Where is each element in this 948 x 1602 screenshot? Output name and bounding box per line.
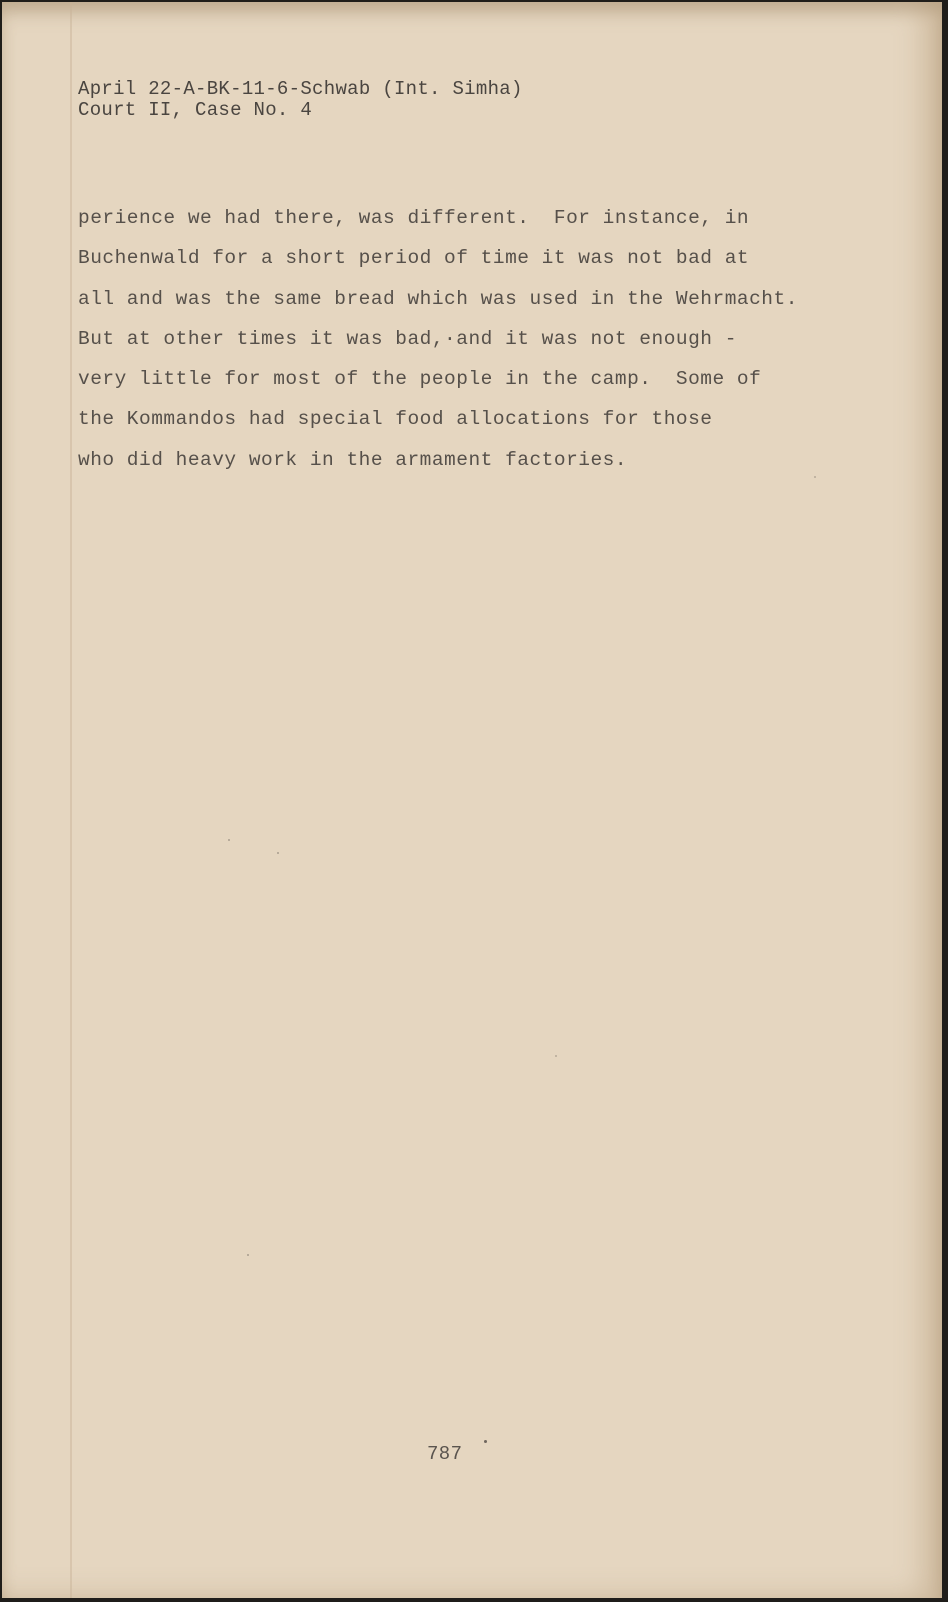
paper-speck <box>247 1254 249 1256</box>
paper-speck <box>555 1055 557 1057</box>
body-line: Buchenwald for a short period of time it was not bad at <box>78 247 750 270</box>
paper-speck <box>228 839 230 841</box>
body-line: But at other times it was bad,·and it was not enough - <box>78 327 737 350</box>
header-reference-line: April 22-A-BK-11-6-Schwab (Int. Simha) <box>78 78 523 100</box>
document-page <box>2 2 942 1598</box>
document-body <box>78 198 798 480</box>
paper-speck <box>484 1440 487 1443</box>
body-line: who did heavy work in the armament factories. <box>78 448 628 471</box>
document-header <box>78 79 523 121</box>
header-court-line: Court II, Case No. 4 <box>78 99 313 121</box>
body-line: very little for most of the people in the camp. Some of <box>78 368 762 391</box>
left-margin-rule <box>70 2 72 1598</box>
page-number: 787 <box>427 1443 463 1465</box>
body-line: perience we had there, was different. For instance, in <box>78 207 750 229</box>
body-line: all and was the same bread which was used in the Wehrmacht. <box>78 287 798 310</box>
paper-speck <box>814 476 816 478</box>
paper-speck <box>277 852 279 854</box>
body-line: the Kommandos had special food allocations for those <box>78 408 713 431</box>
